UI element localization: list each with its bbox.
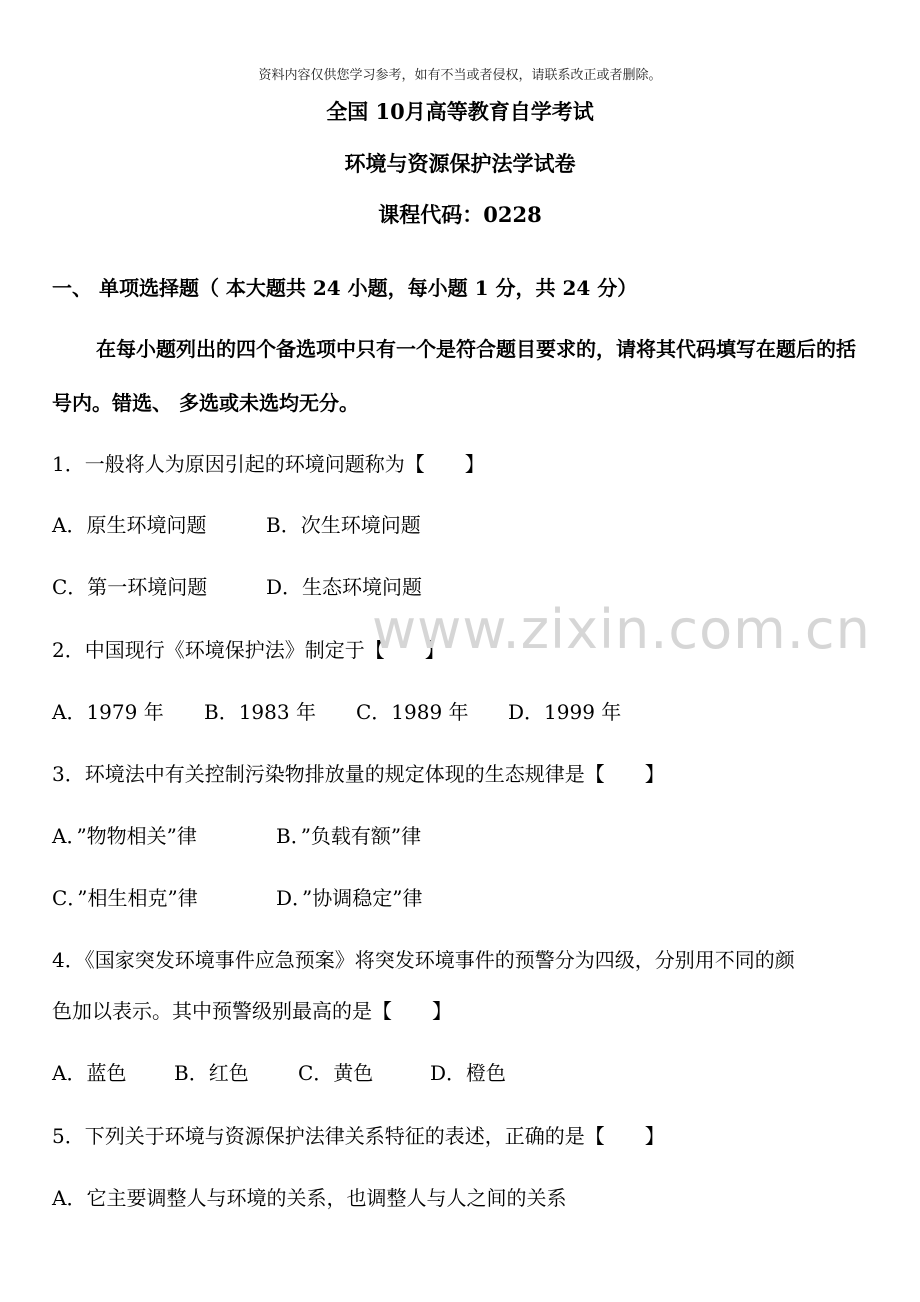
question-4-stem-line2: 色加以表示。其中预警级别最高的是【 】	[52, 999, 452, 1023]
question-5-option-a: A．它主要调整人与环境的关系，也调整人与人之间的关系	[52, 1186, 567, 1210]
course-code: 课程代码：0228	[378, 202, 542, 227]
question-4-option-d: D．橙色	[430, 1061, 507, 1085]
question-1-options-row1	[52, 509, 421, 538]
question-4-option-c: C．黄色	[298, 1061, 374, 1085]
question-2-options	[52, 696, 621, 725]
question-3-option-d: D．”协调稳定”律	[276, 886, 423, 910]
question-2-option-d: D．1999 年	[508, 700, 622, 724]
question-2-option-a: A．1979 年	[52, 700, 164, 724]
question-1-stem: 1．一般将人为原因引起的环境问题称为【 】	[52, 452, 485, 476]
question-4-stem-line1: 4．《国家突发环境事件应急预案》将突发环境事件的预警分为四级，分别用不同的颜	[52, 948, 795, 972]
question-3-options-row2	[52, 882, 422, 911]
question-1-option-d: D．生态环境问题	[266, 575, 423, 599]
question-4-option-a: A．蓝色	[52, 1061, 127, 1085]
question-2-option-c: C．1989 年	[356, 700, 469, 724]
section-instruction: 在每小题列出的四个备选项中只有一个是符合题目要求的，请将其代码填写在题后的括号内。错选、 多选或未选均无分。	[52, 337, 856, 415]
exam-title: 全国 10月高等教育自学考试	[326, 99, 594, 124]
section-heading: 一、 单项选择题（ 本大题共 24 小题，每小题 1 分，共 24 分）	[52, 276, 638, 300]
disclaimer-note: 资料内容仅供您学习参考，如有不当或者侵权，请联系改正或者删除。	[258, 68, 662, 83]
question-3-option-b: B．”负载有额”律	[276, 824, 422, 848]
question-3-option-c: C．”相生相克”律	[52, 886, 198, 910]
question-2-stem: 2．中国现行《环境保护法》制定于【 】	[52, 638, 445, 662]
question-4-option-b: B．红色	[174, 1061, 249, 1085]
question-5-stem: 5．下列关于环境与资源保护法律关系特征的表述，正确的是【 】	[52, 1124, 665, 1148]
question-1-options-row2	[52, 571, 422, 600]
question-3-stem: 3．环境法中有关控制污染物排放量的规定体现的生态规律是【 】	[52, 762, 665, 786]
question-4-options	[52, 1057, 506, 1086]
question-3-options-row1	[52, 820, 421, 849]
question-3-option-a: A．”物物相关”律	[52, 824, 197, 848]
question-2-option-b: B．1983 年	[204, 700, 316, 724]
paper-title: 环境与资源保护法学试卷	[344, 151, 576, 176]
question-1-option-a: A．原生环境问题	[52, 513, 207, 537]
site-watermark: www.zixin.com.cn	[372, 598, 871, 661]
question-1-option-b: B．次生环境问题	[266, 513, 421, 537]
question-1-option-c: C．第一环境问题	[52, 575, 208, 599]
